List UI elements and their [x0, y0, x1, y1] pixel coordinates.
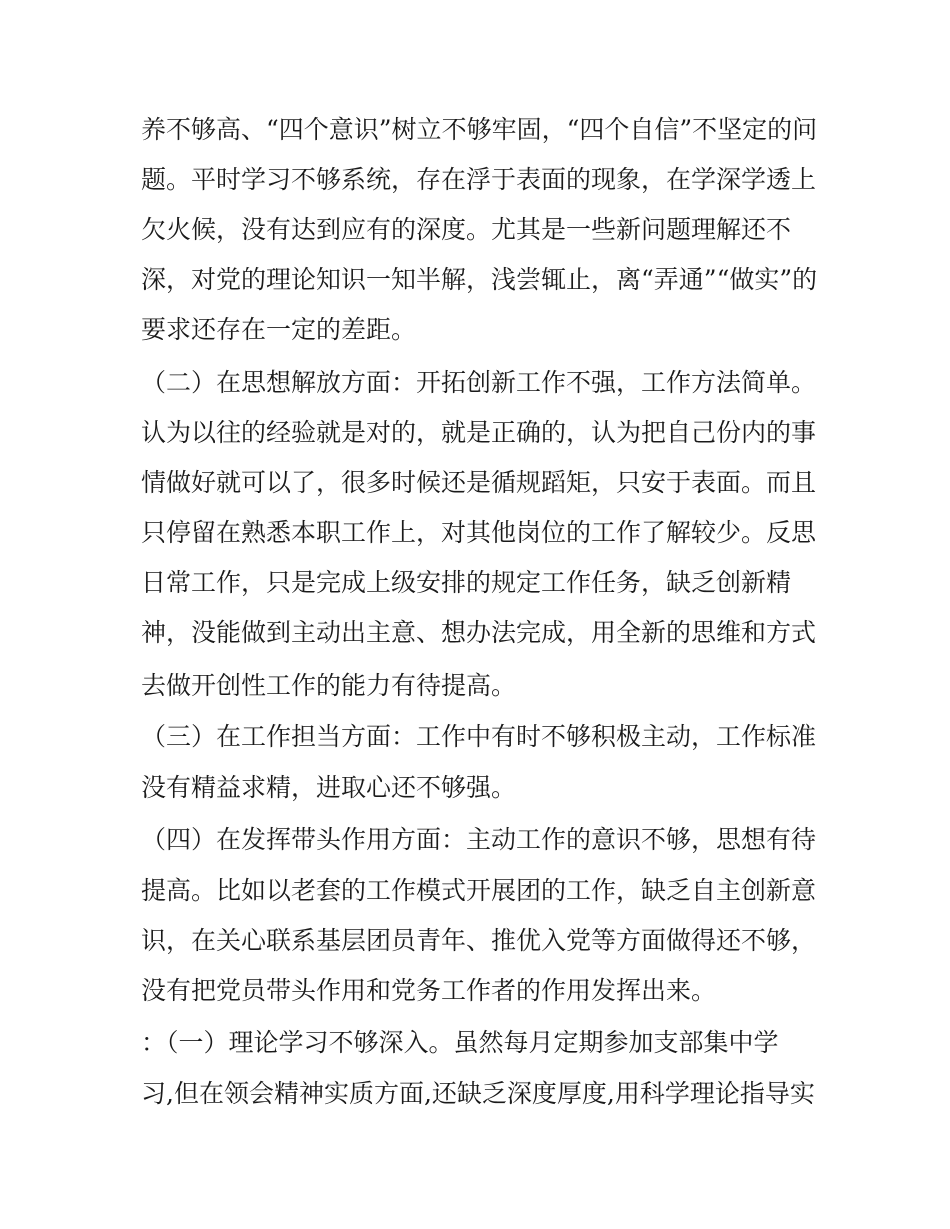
text-line: 神，没能做到主动出主意、想办法完成，用全新的思维和方式: [141, 618, 817, 647]
text-line: 题。平时学习不够系统，存在浮于表面的现象，在学深学透上: [141, 165, 817, 194]
text-line: 没有精益求精，进取心还不够强。: [141, 773, 517, 802]
text-line: ：（一）理论学习不够深入。虽然每月定期参加支部集中学: [141, 1028, 779, 1057]
section-heading-line: （三）在工作担当方面：工作中有时不够积极主动，工作标准: [141, 722, 817, 751]
text-line: 日常工作，只是完成上级安排的规定工作任务，缺乏创新精: [141, 568, 792, 597]
text-line: 提高。比如以老套的工作模式开展团的工作，缺乏自主创新意: [141, 876, 817, 905]
text-line: 欠火候，没有达到应有的深度。尤其是一些新问题理解还不: [141, 215, 792, 244]
text-line: 识，在关心联系基层团员青年、推优入党等方面做得还不够，: [141, 926, 817, 955]
text-line: 情做好就可以了，很多时候还是循规蹈矩，只安于表面。而且: [141, 468, 817, 497]
text-line: 深，对党的理论知识一知半解，浅尝辄止，离“弄通”“做实”的: [141, 265, 818, 294]
section-heading-line: （二）在思想解放方面：开拓创新工作不强，工作方法简单。: [141, 368, 817, 397]
text-line: 认为以往的经验就是对的，就是正确的，认为把自己份内的事: [141, 418, 817, 447]
section-heading-line: （四）在发挥带头作用方面：主动工作的意识不够，思想有待: [141, 825, 817, 854]
text-line: 习,但在领会精神实质方面,还缺乏深度厚度,用科学理论指导实: [141, 1079, 815, 1108]
text-line: 要求还存在一定的差距。: [141, 315, 417, 344]
text-line: 没有把党员带头作用和党务工作者的作用发挥出来。: [141, 976, 717, 1005]
text-line: 养不够高、“四个意识”树立不够牢固，“四个自信”不坚定的问: [141, 115, 818, 144]
text-line: 只停留在熟悉本职工作上，对其他岗位的工作了解较少。反思: [141, 518, 817, 547]
text-line: 去做开创性工作的能力有待提高。: [141, 671, 517, 700]
